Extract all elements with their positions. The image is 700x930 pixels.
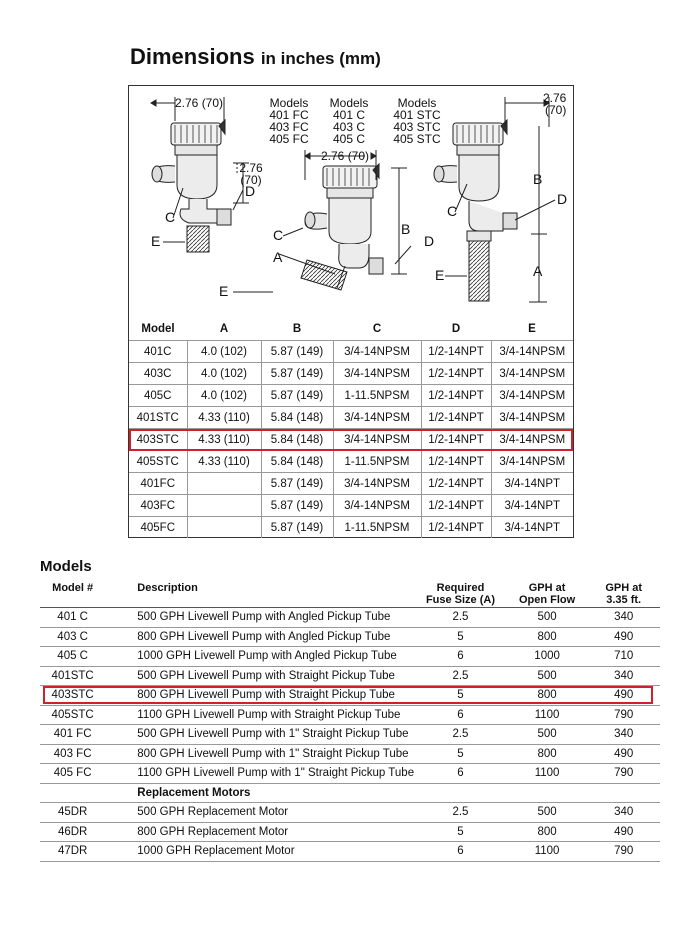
dimensions-table-cell: 3/4-14NPSM (333, 429, 421, 451)
models-header-fuse: Required Fuse Size (A) (414, 580, 507, 608)
highlight-box (43, 686, 653, 704)
dim-d1-label: D (245, 183, 256, 199)
models-table-cell: 800 GPH Livewell Pump with Straight Pickup Tube (105, 686, 414, 706)
dimensions-table-cell: 1/2-14NPT (421, 473, 491, 495)
dimensions-table-row (129, 495, 573, 517)
replacement-motors-row (40, 783, 660, 803)
models-table-row (40, 803, 660, 823)
dimensions-panel (128, 85, 574, 538)
dim-header-e: E (528, 323, 536, 335)
dim-e2-label: E (219, 283, 229, 299)
dimensions-table-cell: 5.87 (149) (261, 341, 333, 363)
dim-w1-label: 2.76 (70) (175, 96, 224, 110)
dimensions-table-cell: 5.84 (148) (261, 407, 333, 429)
models-table-cell: 500 GPH Livewell Pump with Straight Pickup Tube (105, 666, 414, 686)
group-3-model-3: 405 STC (393, 132, 441, 146)
dimensions-table-cell: 3/4-14NPSM (491, 341, 573, 363)
models-table-cell: 401 FC (40, 725, 105, 745)
models-table-cell: 710 (587, 647, 660, 667)
models-header-description: Description (105, 580, 414, 608)
models-table-cell: 45DR (40, 803, 105, 823)
models-header-model: Model # (40, 580, 105, 608)
pump-c-drawing (301, 164, 383, 290)
models-table-row (40, 666, 660, 686)
models-table-cell: 1100 GPH Livewell Pump with 1" Straight Pickup Tube (105, 764, 414, 784)
dimensions-table-cell: 1-11.5NPSM (333, 451, 421, 473)
models-table-cell: 340 (587, 803, 660, 823)
models-table-cell: 2.5 (414, 608, 507, 628)
dimensions-table-cell: 3/4-14NPSM (491, 385, 573, 407)
models-table-cell: 403 C (40, 627, 105, 647)
dimensions-table-cell: 1/2-14NPT (421, 363, 491, 385)
dimensions-table-cell: 5.87 (149) (261, 385, 333, 407)
dim-c2-label: C (273, 227, 284, 243)
models-table-cell: 401STC (40, 666, 105, 686)
models-table-cell: 500 (507, 666, 588, 686)
dimensions-table-cell: 5.87 (149) (261, 363, 333, 385)
models-table-cell: 405 C (40, 647, 105, 667)
models-table-cell: 5 (414, 744, 507, 764)
dimensions-table-row (129, 473, 573, 495)
models-table-cell: 1100 (507, 764, 588, 784)
models-table-cell: 490 (587, 627, 660, 647)
group-3-heading: Models (397, 96, 437, 110)
dimensions-table-cell: 403STC (129, 429, 187, 451)
dimensions-table-cell (187, 517, 261, 539)
dim-header-b: B (292, 323, 302, 335)
dimensions-table-cell: 1-11.5NPSM (333, 517, 421, 539)
models-table-cell: 2.5 (414, 666, 507, 686)
models-table-cell: 800 (507, 744, 588, 764)
group-2-model-2: 403 C (332, 120, 366, 134)
models-table-cell: 790 (587, 842, 660, 862)
page-title (130, 44, 381, 70)
dimensions-table-row (129, 385, 573, 407)
models-table-cell: 340 (587, 608, 660, 628)
dim-c1-label: C (165, 209, 176, 225)
models-table-row (40, 705, 660, 725)
group-1-model-1: 401 FC (269, 108, 309, 122)
dimensions-table-cell: 1/2-14NPT (421, 429, 491, 451)
dimensions-table-cell: 3/4-14NPSM (333, 407, 421, 429)
dimensions-table-cell: 1/2-14NPT (421, 495, 491, 517)
dimensions-table-cell: 3/4-14NPSM (491, 451, 573, 473)
dim-w3b-label: (70) (545, 103, 567, 117)
dimensions-table-cell: 5.84 (148) (261, 429, 333, 451)
models-table-row (40, 842, 660, 862)
group-2-model-3: 405 C (332, 132, 366, 146)
pump-fc-drawing (152, 120, 231, 252)
group-2-heading: Models (329, 96, 369, 110)
models-table-cell: 1000 (507, 647, 588, 667)
models-table-cell: 5 (414, 686, 507, 706)
dimensions-table-row (129, 451, 573, 473)
group-1-heading: Models (269, 96, 309, 110)
models-table-cell: 340 (587, 666, 660, 686)
dimensions-table-row (129, 407, 573, 429)
dim-a3-label: A (533, 263, 543, 279)
models-table-cell: 800 GPH Replacement Motor (105, 822, 414, 842)
models-table-cell: 1000 GPH Replacement Motor (105, 842, 414, 862)
models-table-cell: 1100 (507, 705, 588, 725)
group-3-model-2: 403 STC (393, 120, 441, 134)
dim-header-c: C (372, 323, 382, 335)
models-table-row (40, 627, 660, 647)
models-table-cell: 6 (414, 764, 507, 784)
models-table-cell: 401 C (40, 608, 105, 628)
title-sub: in inches (mm) (260, 49, 381, 68)
dimensions-table-row (129, 341, 573, 363)
models-table-cell: 500 GPH Livewell Pump with 1" Straight Pickup Tube (105, 725, 414, 745)
group-1-model-3: 405 FC (269, 132, 309, 146)
models-table-cell: 500 GPH Livewell Pump with Angled Pickup Tube (105, 608, 414, 628)
models-table-cell: 500 (507, 803, 588, 823)
replacement-motors-heading: Replacement Motors (105, 783, 414, 803)
models-table-cell: 6 (414, 647, 507, 667)
dimensions-table (129, 318, 573, 538)
models-header-gph-open: GPH at Open Flow (507, 580, 588, 608)
models-table-cell: 46DR (40, 822, 105, 842)
dimensions-table-cell: 3/4-14NPSM (333, 495, 421, 517)
models-table-row (40, 608, 660, 628)
group-2-model-1: 401 C (332, 108, 366, 122)
dim-d2-label: D (424, 233, 435, 249)
models-table-cell: 6 (414, 842, 507, 862)
models-table-cell: 490 (587, 822, 660, 842)
dim-header-d: D (451, 323, 461, 335)
dim-w3a-label: 2.76 (543, 91, 567, 105)
dimensions-table-cell: 401FC (129, 473, 187, 495)
dim-c3-label: C (447, 203, 458, 219)
models-table-cell: 47DR (40, 842, 105, 862)
dimensions-table-cell: 3/4-14NPSM (333, 363, 421, 385)
dimensions-table-cell: 3/4-14NPT (491, 517, 573, 539)
dimensions-table-cell: 4.0 (102) (187, 385, 261, 407)
dimensions-table-cell: 401STC (129, 407, 187, 429)
models-table-cell: 405STC (40, 705, 105, 725)
models-table-cell: 403 FC (40, 744, 105, 764)
models-table-cell: 800 GPH Livewell Pump with Angled Pickup Tube (105, 627, 414, 647)
dimensions-table-cell: 405C (129, 385, 187, 407)
group-3-model-1: 401 STC (393, 108, 441, 122)
dimensions-table-cell: 3/4-14NPSM (491, 407, 573, 429)
dimensions-table-cell: 1/2-14NPT (421, 407, 491, 429)
dimensions-table-cell: 4.33 (110) (187, 407, 261, 429)
models-table-cell: 800 GPH Livewell Pump with 1" Straight Pickup Tube (105, 744, 414, 764)
dim-b3-label: B (533, 171, 543, 187)
dimensions-table-cell: 1-11.5NPSM (333, 385, 421, 407)
models-table-cell: 800 (507, 686, 588, 706)
dimensions-table-cell: 3/4-14NPSM (333, 341, 421, 363)
models-table-row (40, 725, 660, 745)
dimensions-table-cell: 403FC (129, 495, 187, 517)
dim-e1-label: E (151, 233, 161, 249)
models-table-cell: 2.5 (414, 803, 507, 823)
dimensions-table-row (129, 517, 573, 539)
dimensions-table-cell: 5.87 (149) (261, 517, 333, 539)
dimensions-table-cell: 405FC (129, 517, 187, 539)
dimensions-table-cell: 1/2-14NPT (421, 451, 491, 473)
models-table-cell: 800 (507, 627, 588, 647)
dimensions-table-cell: 5.87 (149) (261, 495, 333, 517)
models-table-cell: 6 (414, 705, 507, 725)
models-table-cell: 2.5 (414, 725, 507, 745)
dim-header-model: Model (141, 323, 175, 335)
models-table-cell: 5 (414, 822, 507, 842)
models-table-cell: 1100 (507, 842, 588, 862)
dimensions-table-cell: 4.0 (102) (187, 341, 261, 363)
dimensions-table-cell: 3/4-14NPT (491, 495, 573, 517)
dimensions-table-header (129, 318, 573, 341)
dim-h1b-label: (70) (240, 173, 262, 187)
models-table-cell: 800 (507, 822, 588, 842)
title-main: Dimensions (130, 44, 255, 69)
dim-h1a-label: 2.76 (239, 161, 263, 175)
dim-b2-label: B (401, 221, 411, 237)
dimensions-table-cell: 3/4-14NPSM (491, 363, 573, 385)
models-table-row (40, 822, 660, 842)
group-1-model-2: 403 FC (269, 120, 309, 134)
dimensions-table-row (129, 363, 573, 385)
models-table-cell (414, 783, 660, 803)
models-table-cell: 405 FC (40, 764, 105, 784)
models-table-cell: 500 GPH Replacement Motor (105, 803, 414, 823)
models-table-cell: 1100 GPH Livewell Pump with Straight Pickup Tube (105, 705, 414, 725)
models-table-cell: 490 (587, 744, 660, 764)
dimensions-table-cell: 1/2-14NPT (421, 385, 491, 407)
dimensions-table-cell: 401C (129, 341, 187, 363)
dimensions-table-cell: 405STC (129, 451, 187, 473)
pump-dimension-diagram (129, 86, 573, 314)
dimensions-table-cell: 3/4-14NPT (491, 473, 573, 495)
dimensions-table-cell: 1/2-14NPT (421, 517, 491, 539)
models-table-cell: 500 (507, 725, 588, 745)
dimensions-table-cell (187, 495, 261, 517)
dimensions-table-cell: 5.87 (149) (261, 473, 333, 495)
dim-e3-label: E (435, 267, 445, 283)
models-table (40, 580, 660, 862)
dimensions-table-cell: 5.84 (148) (261, 451, 333, 473)
models-table-row (40, 744, 660, 764)
models-table-row (40, 647, 660, 667)
dimensions-table-cell: 4.0 (102) (187, 363, 261, 385)
models-table-cell (40, 783, 105, 803)
dimensions-table-row (129, 429, 573, 451)
dim-header-a: A (219, 323, 229, 335)
dimensions-table-cell: 4.33 (110) (187, 429, 261, 451)
models-table-cell: 340 (587, 725, 660, 745)
dimensions-table-cell: 1/2-14NPT (421, 341, 491, 363)
models-heading: Models (40, 558, 92, 575)
models-table-cell: 5 (414, 627, 507, 647)
models-header-gph-335: GPH at 3.35 ft. (587, 580, 660, 608)
models-table-cell: 790 (587, 705, 660, 725)
dimensions-table-cell: 3/4-14NPSM (491, 429, 573, 451)
dim-d3-label: D (557, 191, 568, 207)
models-table-cell: 403STC (40, 686, 105, 706)
models-table-cell: 790 (587, 764, 660, 784)
dimensions-table-cell: 403C (129, 363, 187, 385)
dim-w2-label: 2.76 (70) (321, 149, 370, 163)
models-table-cell: 500 (507, 608, 588, 628)
dim-a2-label: A (273, 249, 283, 265)
models-table-cell: 490 (587, 686, 660, 706)
models-table-row (40, 764, 660, 784)
dimensions-table-cell (187, 473, 261, 495)
models-table-cell: 1000 GPH Livewell Pump with Angled Pickup Tube (105, 647, 414, 667)
dimensions-table-cell: 4.33 (110) (187, 451, 261, 473)
models-table-header (40, 580, 660, 608)
dimensions-table-cell: 3/4-14NPSM (333, 473, 421, 495)
